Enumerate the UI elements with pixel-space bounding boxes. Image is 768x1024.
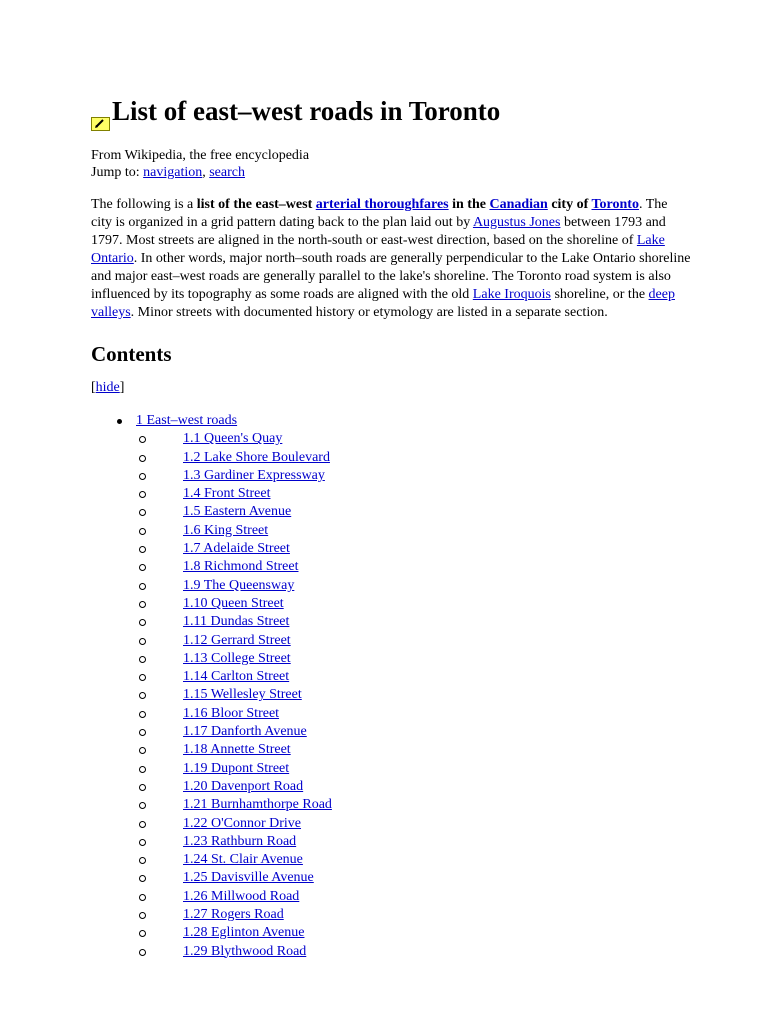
toc-link[interactable]: 1.28 Eglinton Avenue — [183, 925, 305, 941]
toc-link[interactable]: 1.9 The Queensway — [183, 577, 295, 593]
intro-text: shoreline, or the — [550, 287, 649, 302]
table-of-contents — [91, 412, 691, 961]
tagline: From Wikipedia, the free encyclopedia — [91, 148, 310, 163]
jump-navigation-link[interactable]: navigation — [143, 165, 203, 180]
list-item — [136, 943, 691, 961]
contents-heading: Contents — [91, 342, 172, 366]
toc-link[interactable]: 1.8 Richmond Street — [183, 559, 299, 575]
augustus-jones-link[interactable]: Augustus Jones — [472, 215, 561, 230]
list-item — [136, 540, 691, 558]
list-item — [136, 449, 691, 467]
list-item — [136, 723, 691, 741]
intro-text: . In other words, major north–south roads are generally perpendicular to the Lake Ontario shoreline and major east–west roads are generally parallel to the lake's shoreline. The Toronto road system is also influenced by its topography as some roads are aligned with the old — [91, 251, 691, 302]
intro-bold: city of — [547, 197, 592, 212]
circle-bullet-icon — [139, 875, 146, 882]
intro-text: between 1793 and 1797. Most streets are aligned in the north-south or east-west direction, based on the shoreline of — [91, 215, 666, 248]
circle-bullet-icon — [139, 711, 146, 718]
toronto-link[interactable]: Toronto — [591, 197, 639, 212]
toc-link[interactable]: 1.10 Queen Street — [183, 595, 284, 611]
circle-bullet-icon — [139, 601, 146, 608]
list-item — [136, 924, 691, 942]
circle-bullet-icon — [139, 766, 146, 773]
list-item — [136, 577, 691, 595]
circle-bullet-icon — [139, 821, 146, 828]
jump-separator: , — [202, 165, 210, 180]
circle-bullet-icon — [139, 894, 146, 901]
circle-bullet-icon — [139, 949, 146, 956]
list-item — [136, 760, 691, 778]
list-item — [136, 796, 691, 814]
intro-bold: in the — [448, 197, 490, 212]
toc-link[interactable]: 1.22 O'Connor Drive — [183, 815, 302, 831]
lake-ontario-link[interactable]: Lake Ontario — [91, 233, 665, 266]
circle-bullet-icon — [139, 802, 146, 809]
article — [91, 95, 691, 961]
toc-link[interactable]: 1.19 Dupont Street — [183, 760, 290, 776]
toc-link[interactable]: 1.12 Gerrard Street — [183, 632, 291, 648]
list-item — [136, 522, 691, 540]
arterial-thoroughfares-link[interactable]: arterial thoroughfares — [315, 197, 449, 212]
lake-iroquois-link[interactable]: Lake Iroquois — [472, 287, 551, 302]
circle-bullet-icon — [139, 619, 146, 626]
toc-link[interactable]: 1.15 Wellesley Street — [183, 687, 302, 703]
intro-text: . Minor streets with documented history or etymology are listed in a separate section. — [130, 305, 608, 320]
list-item — [136, 888, 691, 906]
list-item — [136, 705, 691, 723]
toc-subsection-list — [136, 430, 691, 961]
list-item — [136, 595, 691, 613]
circle-bullet-icon — [139, 436, 146, 443]
circle-bullet-icon — [139, 839, 146, 846]
list-item — [136, 833, 691, 851]
circle-bullet-icon — [139, 729, 146, 736]
toc-link[interactable]: 1.1 Queen's Quay — [183, 431, 283, 447]
toc-link[interactable]: 1.17 Danforth Avenue — [183, 724, 307, 740]
circle-bullet-icon — [139, 455, 146, 462]
toc-link-east-west-roads[interactable]: 1 East–west roads — [136, 413, 238, 428]
intro-bold: list of the east–west — [196, 197, 316, 212]
canadian-link[interactable]: Canadian — [489, 197, 548, 212]
toc-link[interactable]: 1.23 Rathburn Road — [183, 833, 297, 849]
list-item — [136, 906, 691, 924]
toc-link[interactable]: 1.7 Adelaide Street — [183, 541, 290, 557]
bracket-open: [ — [91, 380, 96, 395]
list-item — [136, 485, 691, 503]
list-item — [136, 686, 691, 704]
circle-bullet-icon — [139, 912, 146, 919]
circle-bullet-icon — [139, 784, 146, 791]
circle-bullet-icon — [139, 546, 146, 553]
list-item — [136, 632, 691, 650]
list-item — [136, 778, 691, 796]
deep-valleys-link[interactable]: deep valleys — [91, 287, 675, 320]
circle-bullet-icon — [139, 491, 146, 498]
page-title — [91, 95, 691, 127]
toc-link[interactable]: 1.24 St. Clair Avenue — [183, 852, 303, 868]
circle-bullet-icon — [139, 674, 146, 681]
circle-bullet-icon — [139, 857, 146, 864]
circle-bullet-icon — [139, 692, 146, 699]
toc-link[interactable]: 1.3 Gardiner Expressway — [183, 467, 325, 483]
toc-link[interactable]: 1.26 Millwood Road — [183, 888, 300, 904]
list-item — [136, 558, 691, 576]
circle-bullet-icon — [139, 656, 146, 663]
toc-link[interactable]: 1.25 Davisville Avenue — [183, 870, 314, 886]
toc-link[interactable]: 1.13 College Street — [183, 650, 291, 666]
circle-bullet-icon — [139, 473, 146, 480]
list-item — [136, 467, 691, 485]
toc-link[interactable]: 1.18 Annette Street — [183, 742, 291, 758]
toc-toggle — [91, 379, 691, 397]
circle-bullet-icon — [139, 747, 146, 754]
circle-bullet-icon — [139, 509, 146, 516]
list-item — [136, 851, 691, 869]
circle-bullet-icon — [139, 638, 146, 645]
intro-text: . The city is organized in a grid pattern dating back to the plan laid out by — [91, 197, 668, 230]
list-item — [136, 815, 691, 833]
disc-bullet-icon — [117, 419, 122, 424]
page-title-text: List of east–west roads in Toronto — [112, 96, 501, 126]
list-item — [136, 869, 691, 887]
circle-bullet-icon — [139, 564, 146, 571]
intro-paragraph — [91, 196, 691, 322]
toc-link[interactable]: 1.4 Front Street — [183, 486, 271, 502]
circle-bullet-icon — [139, 583, 146, 590]
toc-link[interactable]: 1.2 Lake Shore Boulevard — [183, 449, 330, 465]
toc-link[interactable]: 1.20 Davenport Road — [183, 778, 304, 794]
toc-link[interactable]: 1.6 King Street — [183, 522, 269, 538]
jump-to-label: Jump to: — [91, 165, 144, 180]
list-item — [136, 613, 691, 631]
toc-link[interactable]: 1.16 Bloor Street — [183, 705, 280, 721]
list-item — [136, 503, 691, 521]
list-item — [136, 650, 691, 668]
jump-search-link[interactable]: search — [209, 165, 245, 180]
page-meta — [91, 147, 691, 181]
intro-text: The following is a — [91, 197, 197, 212]
toc-section — [91, 412, 691, 961]
circle-bullet-icon — [139, 930, 146, 937]
circle-bullet-icon — [139, 528, 146, 535]
bracket-close: ] — [119, 380, 125, 395]
toc-link[interactable]: 1.5 Eastern Avenue — [183, 504, 292, 520]
toc-link[interactable]: 1.29 Blythwood Road — [183, 943, 307, 959]
hide-toc-link[interactable]: hide — [95, 380, 120, 395]
jump-to-line — [91, 164, 691, 181]
list-item — [136, 430, 691, 448]
list-item — [136, 741, 691, 759]
toc-link[interactable]: 1.14 Carlton Street — [183, 669, 290, 685]
toc-link[interactable]: 1.11 Dundas Street — [183, 614, 290, 630]
toc-link[interactable]: 1.27 Rogers Road — [183, 907, 284, 923]
toc-link[interactable]: 1.21 Burnhamthorpe Road — [183, 797, 332, 813]
edit-pencil-icon[interactable] — [91, 106, 110, 120]
list-item — [136, 668, 691, 686]
